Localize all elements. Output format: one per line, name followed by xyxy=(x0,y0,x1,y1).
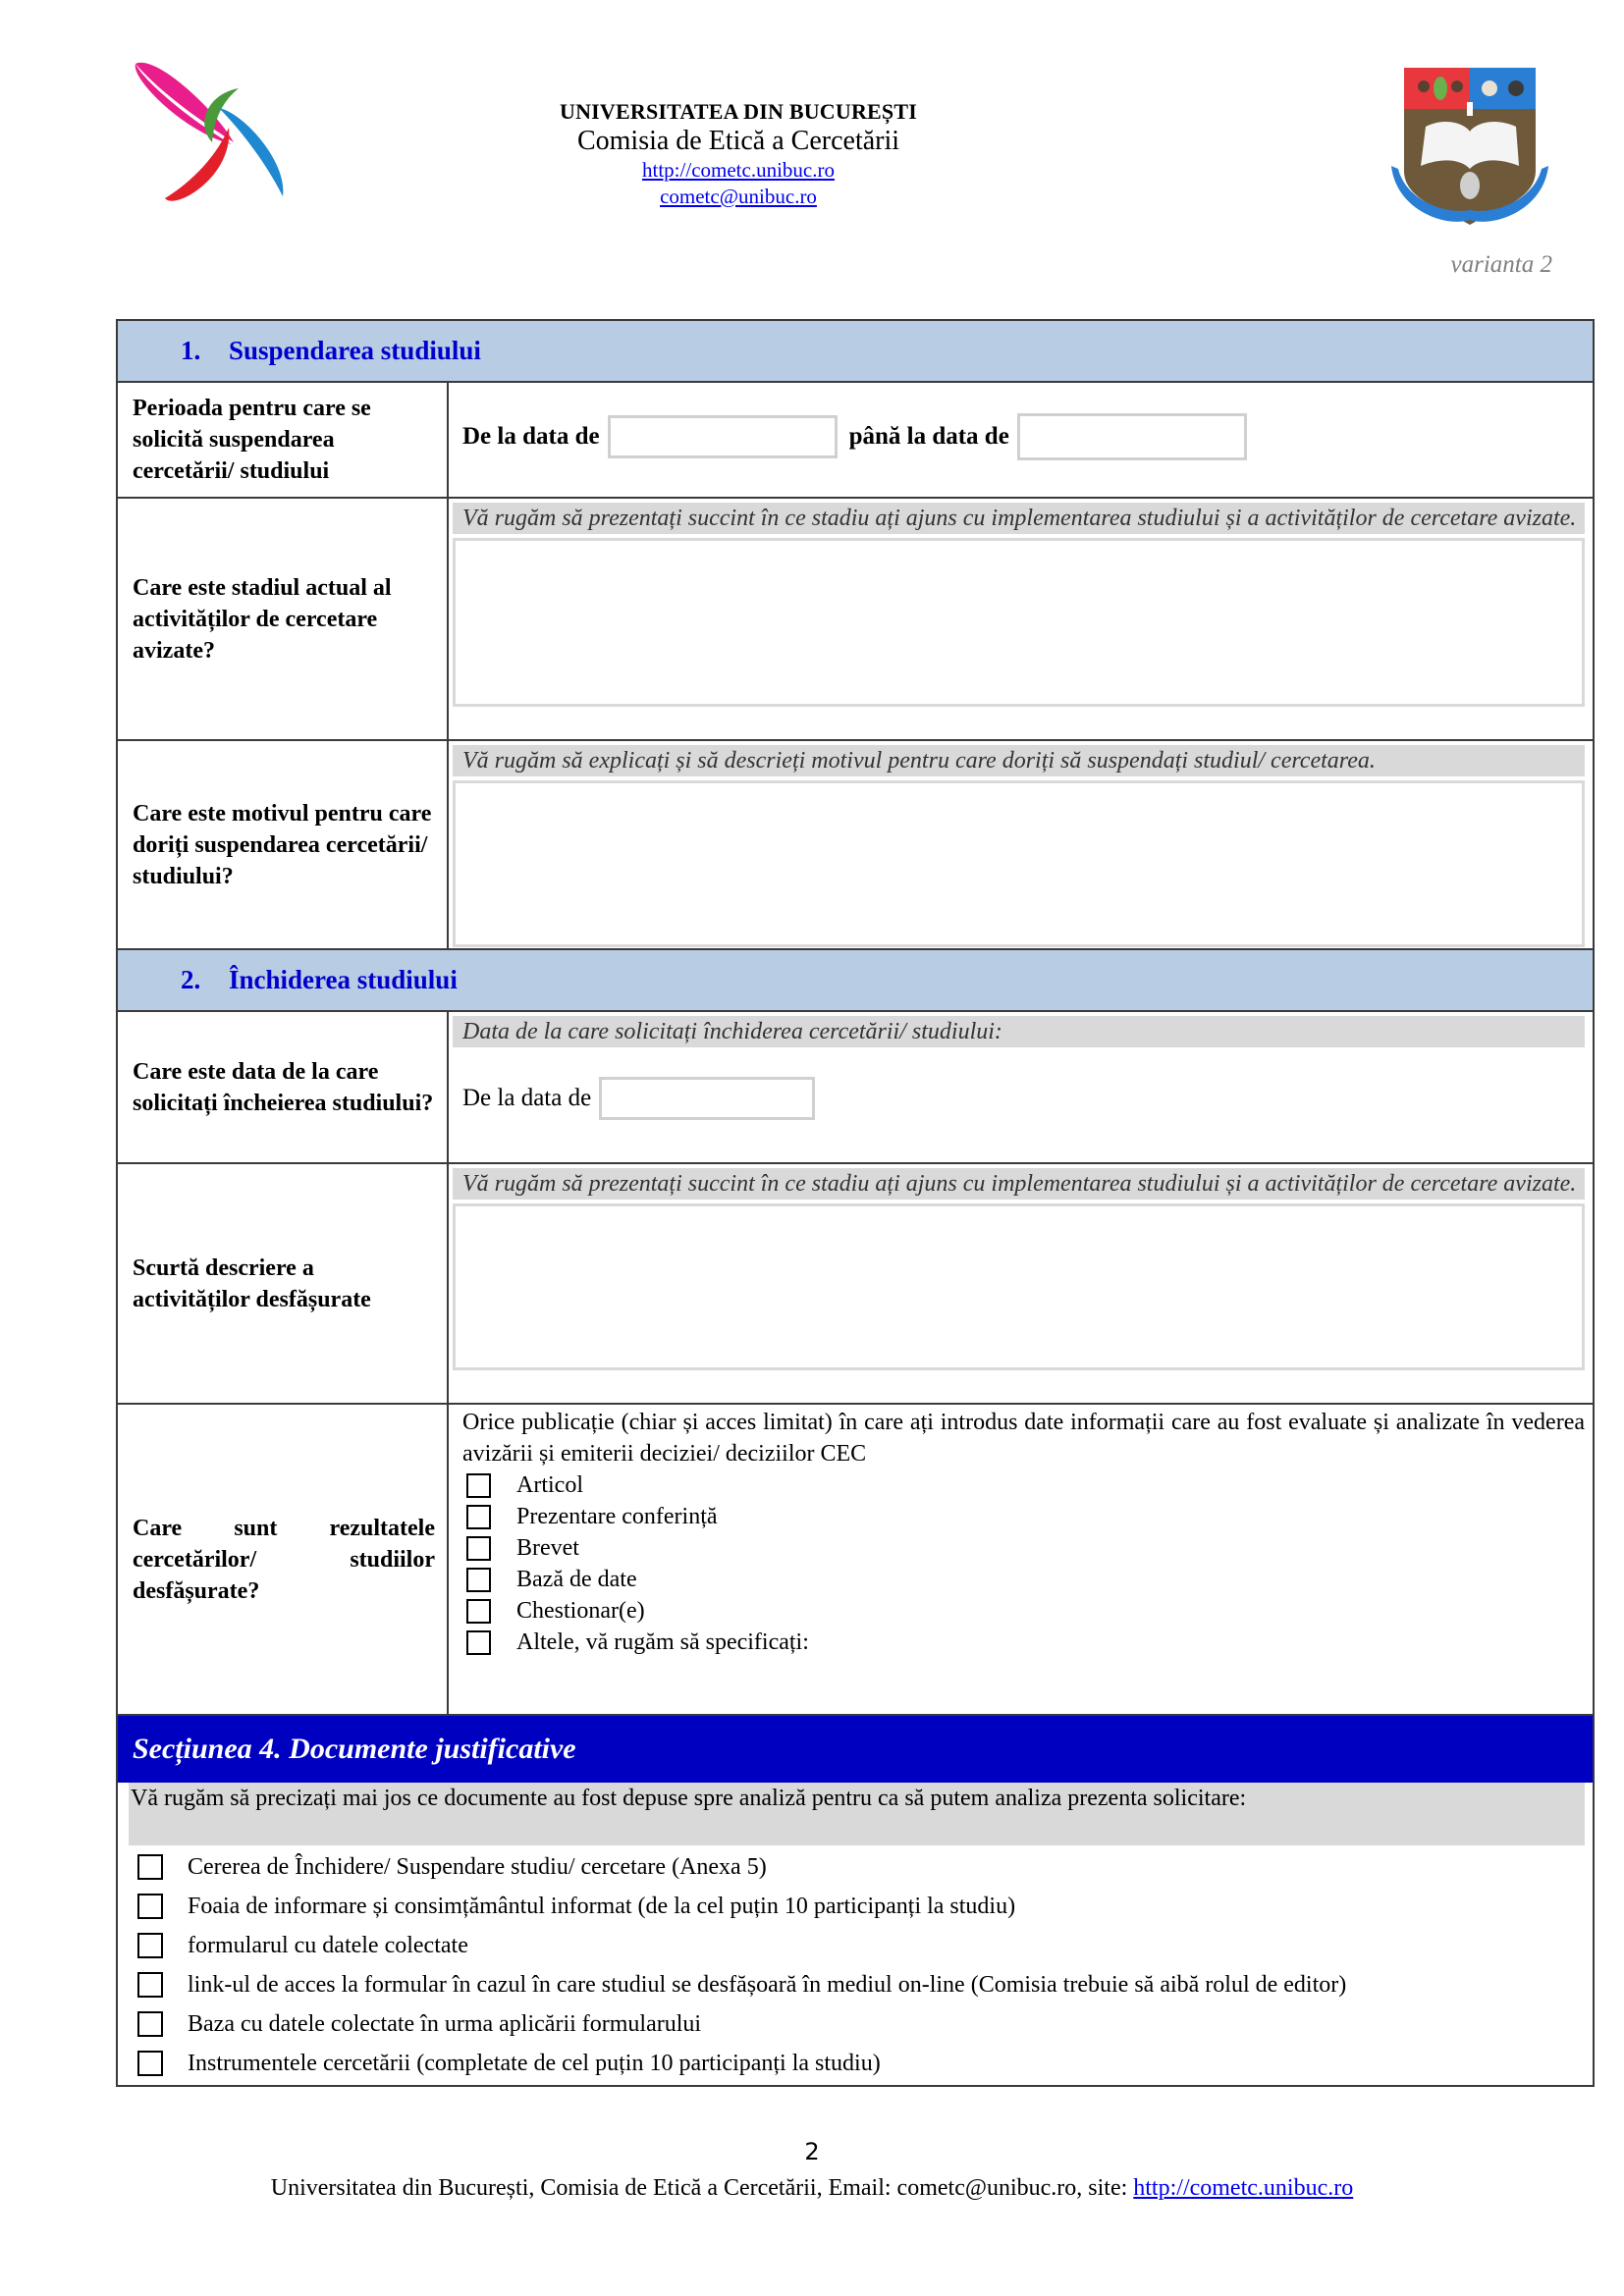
document-option[interactable]: Baza cu datele colectate în urma aplicării formularului xyxy=(118,2004,1593,2044)
page-header xyxy=(0,0,1624,294)
supporting-documents-hint: Vă rugăm să precizați mai jos ce documente au fost depuse spre analiză pentru ca să putem analiza prezenta solicitare: xyxy=(129,1783,1585,1845)
activities-description-row xyxy=(118,1164,1593,1405)
checkbox[interactable] xyxy=(466,1599,491,1624)
checkbox[interactable] xyxy=(466,1505,491,1529)
suspension-period-label: Perioada pentru care se solicită suspendarea cercetării/ studiului xyxy=(118,383,449,497)
page-footer xyxy=(0,2175,1624,2202)
results-option[interactable]: Articol xyxy=(453,1469,1585,1501)
documents-list xyxy=(118,1845,1593,2085)
from-date-label: De la data de xyxy=(462,423,600,450)
document-option[interactable]: Instrumentele cercetării (completate de cel puțin 10 participanți la studiu) xyxy=(118,2044,1593,2083)
section-4-title: Secțiunea 4. Documente justificative xyxy=(133,1733,576,1765)
suspension-reason-hint: Vă rugăm să explicați și să descrieți motivul pentru care doriți să suspendați studiul/ cercetarea. xyxy=(453,745,1585,776)
activities-description-hint: Vă rugăm să prezentați succint în ce stadiu ați ajuns cu implementarea studiului și a activităților de cercetare avizate. xyxy=(453,1168,1585,1200)
document-option[interactable]: link-ul de acces la formular în cazul în care studiul se desfășoară în mediul on-line (Comisia trebuie să aibă rolul de editor) xyxy=(118,1965,1593,2004)
suspension-reason-row xyxy=(118,741,1593,950)
checkbox[interactable] xyxy=(466,1568,491,1592)
section-1-title: Suspendarea studiului xyxy=(229,336,481,365)
section-2-header xyxy=(118,950,1593,1012)
document-option[interactable]: formularul cu datele colectate xyxy=(118,1926,1593,1965)
checkbox[interactable] xyxy=(137,1854,163,1880)
results-option[interactable]: Brevet xyxy=(453,1532,1585,1564)
checkbox[interactable] xyxy=(466,1630,491,1655)
suspension-reason-label: Care este motivul pentru care doriți suspendarea cercetării/ studiului? xyxy=(118,741,449,948)
checkbox[interactable] xyxy=(137,1972,163,1998)
results-option[interactable]: Bază de date xyxy=(453,1564,1585,1595)
closing-from-date-label: De la data de xyxy=(462,1085,592,1111)
to-date-label: până la data de xyxy=(848,423,1009,450)
footer-website-link[interactable]: http://cometc.unibuc.ro xyxy=(1133,2175,1354,2201)
closing-date-row xyxy=(118,1012,1593,1164)
checkbox[interactable] xyxy=(137,2051,163,2076)
research-results-intro: Orice publicație (chiar și acces limitat) în care ați introdus date informații care au fost evaluate și analizate în vederea avizării și emiterii deciziei/ deciziilor CEC xyxy=(462,1410,1585,1467)
university-name: UNIVERSITATEA DIN BUCUREȘTI xyxy=(559,99,917,124)
activities-description-label: Scurtă descriere a activităților desfășurate xyxy=(118,1164,449,1403)
header-title-block xyxy=(468,98,1008,210)
email-link[interactable]: cometc@unibuc.ro xyxy=(660,185,817,208)
current-stage-label: Care este stadiul actual al activităților de cercetare avizate? xyxy=(118,499,449,739)
supporting-documents xyxy=(118,1783,1593,2087)
section-2-title: Închiderea studiului xyxy=(229,965,458,994)
checkbox[interactable] xyxy=(466,1536,491,1561)
section-1-header xyxy=(118,321,1593,383)
footer-text: Universitatea din București, Comisia de Etică a Cercetării, Email: cometc@unibuc.ro, site: xyxy=(270,2175,1134,2201)
checkbox[interactable] xyxy=(137,2011,163,2037)
website-link[interactable]: http://cometc.unibuc.ro xyxy=(642,158,835,182)
checkbox[interactable] xyxy=(137,1933,163,1958)
suspension-period-row xyxy=(118,383,1593,499)
document-option[interactable]: Cererea de Închidere/ Suspendare studiu/ cercetare (Anexa 5) xyxy=(118,1847,1593,1887)
research-results-row xyxy=(118,1405,1593,1714)
commission-name: Comisia de Etică a Cercetării xyxy=(576,126,900,156)
closing-date-hint: Data de la care solicitați închiderea cercetării/ studiului: xyxy=(453,1016,1585,1047)
commission-logo-icon xyxy=(126,49,293,216)
research-results-label: Care sunt rezultatele cercetărilor/ studiilor desfășurate? xyxy=(118,1405,449,1714)
current-stage-row xyxy=(118,499,1593,741)
checkbox[interactable] xyxy=(137,1894,163,1919)
results-option[interactable]: Altele, vă rugăm să specificați: xyxy=(453,1627,1585,1658)
results-option[interactable]: Chestionar(e) xyxy=(453,1595,1585,1627)
current-stage-textarea[interactable] xyxy=(453,538,1585,707)
suspension-to-date-input[interactable] xyxy=(1017,413,1247,460)
section-4-header xyxy=(118,1714,1593,1783)
results-options-list xyxy=(453,1469,1585,1658)
university-coat-of-arms-icon xyxy=(1386,63,1553,230)
closing-date-label: Care este data de la care solicitați încheierea studiului? xyxy=(118,1012,449,1162)
section-2-number: 2. xyxy=(181,965,201,994)
suspension-reason-textarea[interactable] xyxy=(453,780,1585,947)
closing-from-date-input[interactable] xyxy=(599,1077,815,1120)
results-option[interactable]: Prezentare conferință xyxy=(453,1501,1585,1532)
section-1-number: 1. xyxy=(181,336,201,365)
checkbox[interactable] xyxy=(466,1473,491,1498)
suspension-from-date-input[interactable] xyxy=(608,415,838,458)
document-option[interactable]: Foaia de informare și consimțământul informat (de la cel puțin 10 participanți la studiu) xyxy=(118,1887,1593,1926)
variant-label: varianta 2 xyxy=(1450,251,1552,278)
request-form xyxy=(116,319,1595,2087)
activities-description-textarea[interactable] xyxy=(453,1203,1585,1370)
page-number: 2 xyxy=(804,2138,820,2165)
current-stage-hint: Vă rugăm să prezentați succint în ce stadiu ați ajuns cu implementarea studiului și a activităților de cercetare avizate. xyxy=(453,503,1585,534)
